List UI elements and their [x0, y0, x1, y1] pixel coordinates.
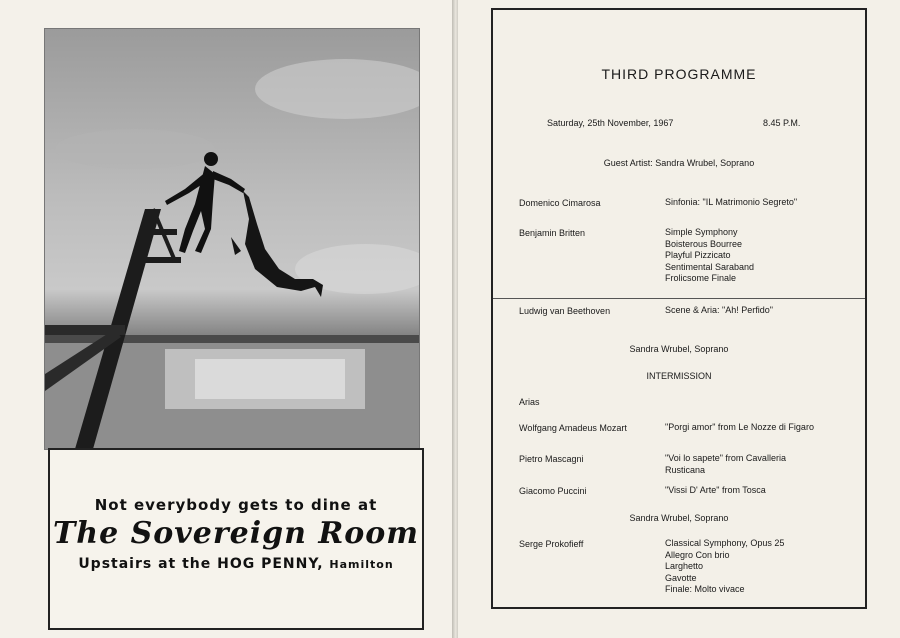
work-list: [665, 422, 814, 434]
programme-title: THIRD PROGRAMME: [601, 66, 757, 82]
composer-name: Serge Prokofieff: [519, 539, 584, 549]
work-list: [665, 453, 786, 476]
work-list: [665, 305, 773, 317]
concert-date: Saturday, 25th November, 1967: [547, 118, 674, 128]
work-list: [665, 485, 766, 497]
work-movement: Playful Pizzicato: [665, 250, 731, 260]
work-title: Scene & Aria: "Ah! Perfido": [665, 305, 773, 315]
work-title: Sinfonia: "IL Matrimonio Segreto": [665, 197, 798, 207]
composer-name: Giacomo Puccini: [519, 486, 587, 496]
work-movement: Larghetto: [665, 561, 704, 571]
performer-credit: Sandra Wrubel, Soprano: [629, 513, 729, 523]
advert-location: [50, 556, 422, 572]
work-list: [665, 197, 797, 209]
guest-artist: Guest Artist: Sandra Wrubel, Soprano: [603, 158, 755, 168]
arias-heading: Arias: [519, 397, 540, 407]
advert-restaurant-name: The Sovereign Room: [52, 516, 420, 551]
advert-location-main: Upstairs at the HOG PENNY,: [78, 556, 324, 572]
work-movement: Sentimental Saraband: [665, 261, 755, 272]
work-title: Classical Symphony, Opus 25: [665, 538, 785, 548]
performer-credit: Sandra Wrubel, Soprano: [629, 344, 729, 354]
work-title: "Vissi D' Arte" from Tosca: [665, 485, 766, 495]
restaurant-advert: [48, 448, 424, 630]
work-movement: Allegro Con brio: [665, 549, 730, 560]
work-title: "Porgi amor" from Le Nozze di Figaro: [665, 422, 814, 432]
composer-name: Ludwig van Beethoven: [519, 306, 611, 316]
composer-name: Benjamin Britten: [519, 228, 586, 238]
concert-time: 8.45 P.M.: [763, 118, 801, 128]
advert-tagline: Not everybody gets to dine at: [94, 496, 378, 514]
work-title: Simple Symphony: [665, 227, 738, 237]
work-title: "Voi lo sapete" from Cavalleria: [665, 453, 786, 463]
work-movement: Boisterous Bourree: [665, 238, 743, 249]
programme-box: [491, 8, 867, 609]
work-list: [665, 538, 784, 596]
dolphin-photo: [44, 28, 420, 450]
intermission-label: INTERMISSION: [646, 371, 712, 381]
work-movement: Finale: Molto vivace: [665, 584, 745, 594]
composer-name: Pietro Mascagni: [519, 454, 584, 464]
work-list: [665, 227, 754, 285]
advert-location-place: Hamilton: [329, 558, 394, 571]
section-divider: [493, 298, 865, 299]
work-title: Rusticana: [665, 464, 706, 475]
work-movement: Gavotte: [665, 572, 697, 583]
work-movement: Frolicsome Finale: [665, 273, 737, 283]
composer-name: Wolfgang Amadeus Mozart: [519, 423, 627, 433]
composer-name: Domenico Cimarosa: [519, 198, 601, 208]
